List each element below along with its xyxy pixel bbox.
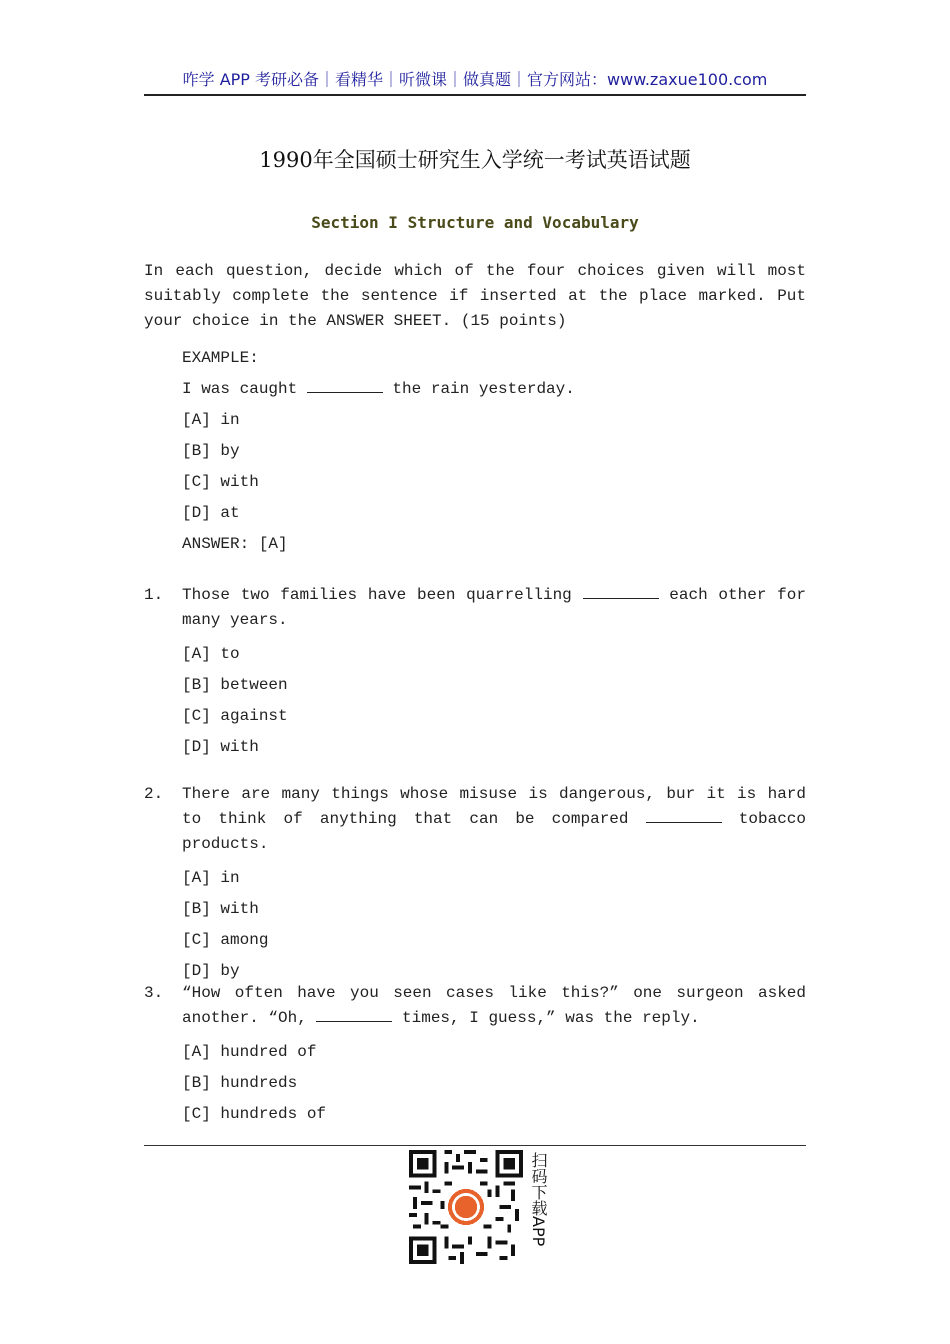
- qr-caption: 扫码下载APP: [529, 1152, 548, 1247]
- question-3: [144, 981, 806, 1130]
- example-sentence: I was caught the rain yesterday.: [182, 380, 575, 398]
- instructions-paragraph: In each question, decide which of the four choices given will most suitably complete the sentence if inserted at the place marked. Put your choice in the ANSWER SHEET. (15 points): [144, 262, 806, 330]
- example-option: [A] in: [182, 411, 240, 429]
- example-option: [D] at: [182, 504, 240, 522]
- option-a: [A] hundred of: [182, 1043, 317, 1061]
- question-number: 2.: [144, 785, 164, 803]
- example-block: [182, 343, 806, 560]
- page-title: 1990年全国硕士研究生入学统一考试英语试题: [259, 148, 691, 172]
- answer-blank: [316, 1007, 392, 1022]
- option-d: [D] with: [182, 738, 259, 756]
- header-text: 咋学 APP 考研必备｜看精华｜听微课｜做真题｜官方网站：: [182, 70, 608, 89]
- option-d: [D] by: [182, 962, 240, 980]
- answer-blank: [646, 808, 722, 823]
- header-website-link[interactable]: www.zaxue100.com: [607, 70, 768, 89]
- option-a: [A] to: [182, 645, 240, 663]
- example-option: [B] by: [182, 442, 240, 460]
- question-text: Those two families have been quarrelling each other for many years.: [182, 586, 806, 629]
- question-number: 1.: [144, 586, 164, 604]
- option-c: [C] against: [182, 707, 288, 725]
- footer-divider: [144, 1145, 806, 1146]
- option-c: [C] hundreds of: [182, 1105, 327, 1123]
- example-option: [C] with: [182, 473, 259, 491]
- option-b: [B] between: [182, 676, 288, 694]
- question-1: [144, 583, 806, 763]
- answer-blank: [583, 584, 659, 599]
- qr-code-icon[interactable]: [409, 1150, 523, 1264]
- section-heading: Section I Structure and Vocabulary: [311, 213, 639, 232]
- answer-blank: [307, 378, 383, 393]
- option-a: [A] in: [182, 869, 240, 887]
- question-text: There are many things whose misuse is dangerous, bur it is hard to think of anything that can be compared tobacco products.: [182, 785, 806, 853]
- page-header: [144, 68, 806, 96]
- option-c: [C] among: [182, 931, 269, 949]
- example-label: EXAMPLE:: [182, 349, 259, 367]
- option-b: [B] with: [182, 900, 259, 918]
- question-number: 3.: [144, 984, 164, 1002]
- option-b: [B] hundreds: [182, 1074, 298, 1092]
- example-answer: ANSWER: [A]: [182, 535, 288, 553]
- question-text: “How often have you seen cases like this?” one surgeon asked another. “Oh, times, I guess,” was the reply.: [182, 984, 806, 1027]
- question-2: [144, 782, 806, 987]
